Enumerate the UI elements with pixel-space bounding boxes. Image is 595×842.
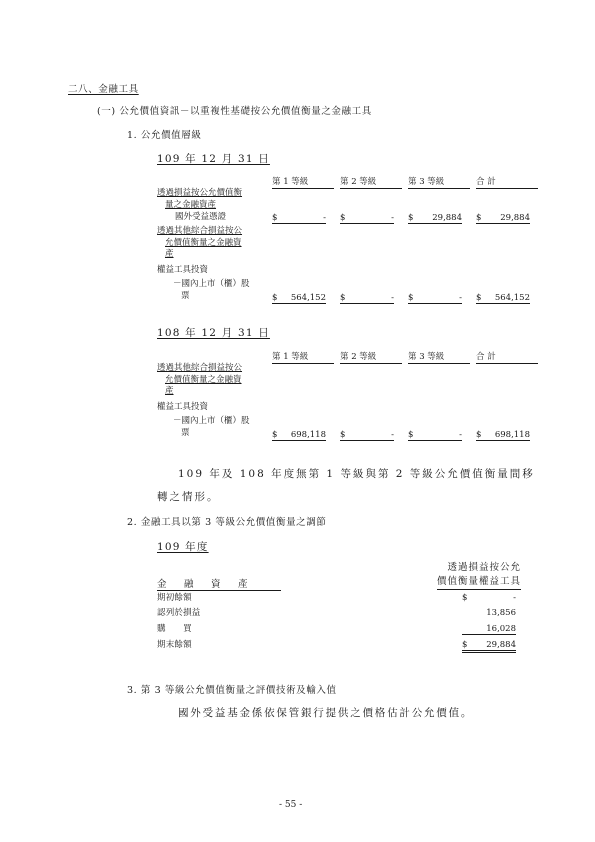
recon-year: 109 年度 xyxy=(157,541,209,553)
item-1-heading: 1. 公允價值層級 xyxy=(127,130,202,141)
cell-108-stock-l3: $ - xyxy=(408,430,462,440)
cell-108-stock-total: $ 698,118 xyxy=(476,430,530,440)
cell-109-fund-l1: $ - xyxy=(272,213,326,223)
recon-closing-value: $ 29,884 xyxy=(462,638,516,653)
cell-109-fund-l2: $ - xyxy=(340,213,394,223)
paragraph-no-transfer: 109 年及 108 年度無第 1 等級與第 2 等級公允價值衡量間移 xyxy=(178,468,535,480)
row-label-equity: 權益工具投資 xyxy=(157,402,209,412)
cell-109-fund-l3: $ 29,884 xyxy=(408,213,462,223)
cell-109-fund-total: $ 29,884 xyxy=(476,213,530,223)
cell-108-stock-l1: $ 698,118 xyxy=(272,430,326,440)
table-109-date: 109 年 12 月 31 日 xyxy=(157,153,270,165)
col-header-level1: 第 1 等級 xyxy=(272,350,334,364)
cell-108-stock-l2: $ - xyxy=(340,430,394,440)
cell-109-stock-l2: $ - xyxy=(340,293,394,303)
row-label-foreign-fund: 國外受益憑證 xyxy=(175,212,227,222)
row-label-listed-stock: －國內上市（櫃）股 票 xyxy=(173,279,250,301)
recon-row-opening: 期初餘額 xyxy=(157,593,192,603)
subsection-heading: (一) 公允價值資訊－以重複性基礎按公允價值衡量之金融工具 xyxy=(97,106,372,117)
col-header-total: 合 計 xyxy=(476,175,538,189)
col-header-level1: 第 1 等級 xyxy=(272,175,334,189)
section-heading: 二八、金融工具 xyxy=(68,84,139,95)
page-number: - 55 - xyxy=(279,800,303,810)
col-header-level2: 第 2 等級 xyxy=(340,350,402,364)
recon-row-header: 金 融 資 產 xyxy=(157,576,281,591)
row-label-fvoci: 透過其他綜合損益按公 允價值衡量之金融資 產 xyxy=(157,226,243,259)
cell-109-stock-total: $ 564,152 xyxy=(476,293,530,303)
row-label-listed-stock: －國內上市（櫃）股 票 xyxy=(173,416,250,438)
col-header-level3: 第 3 等級 xyxy=(408,350,470,364)
recon-row-closing: 期末餘額 xyxy=(157,640,192,650)
recon-purchase-value: 16,028 xyxy=(462,622,516,635)
col-header-level2: 第 2 等級 xyxy=(340,175,402,189)
item-3-heading: 3. 第 3 等級公允價值衡量之評價技術及輸入值 xyxy=(127,685,337,696)
paragraph-valuation: 國外受益基金係依保管銀行提供之價格估計公允價值。 xyxy=(178,707,474,719)
row-label-fvoci: 透過其他綜合損益按公 允價值衡量之金融資 產 xyxy=(157,363,243,396)
item-2-heading: 2. 金融工具以第 3 等級公允價值衡量之調節 xyxy=(127,517,327,528)
recon-opening-value: $ - xyxy=(462,593,516,603)
paragraph-no-transfer-cont: 轉之情形。 xyxy=(157,491,220,503)
row-label-equity: 權益工具投資 xyxy=(157,265,209,275)
recon-col-header: 透過損益按公允 價值衡量權益工具 xyxy=(437,561,521,590)
col-header-level3: 第 3 等級 xyxy=(408,175,470,189)
recon-row-gain: 認列於損益 xyxy=(157,608,201,618)
table-108-date: 108 年 12 月 31 日 xyxy=(157,327,270,339)
cell-109-stock-l1: $ 564,152 xyxy=(272,293,326,303)
cell-109-stock-l3: $ - xyxy=(408,293,462,303)
col-header-total: 合 計 xyxy=(476,350,538,364)
recon-row-purchase: 購 買 xyxy=(157,624,192,634)
recon-gain-value: 13,856 xyxy=(486,608,516,618)
row-label-fvtpl: 透過損益按公允價值衡 量之金融資產 xyxy=(157,188,243,210)
